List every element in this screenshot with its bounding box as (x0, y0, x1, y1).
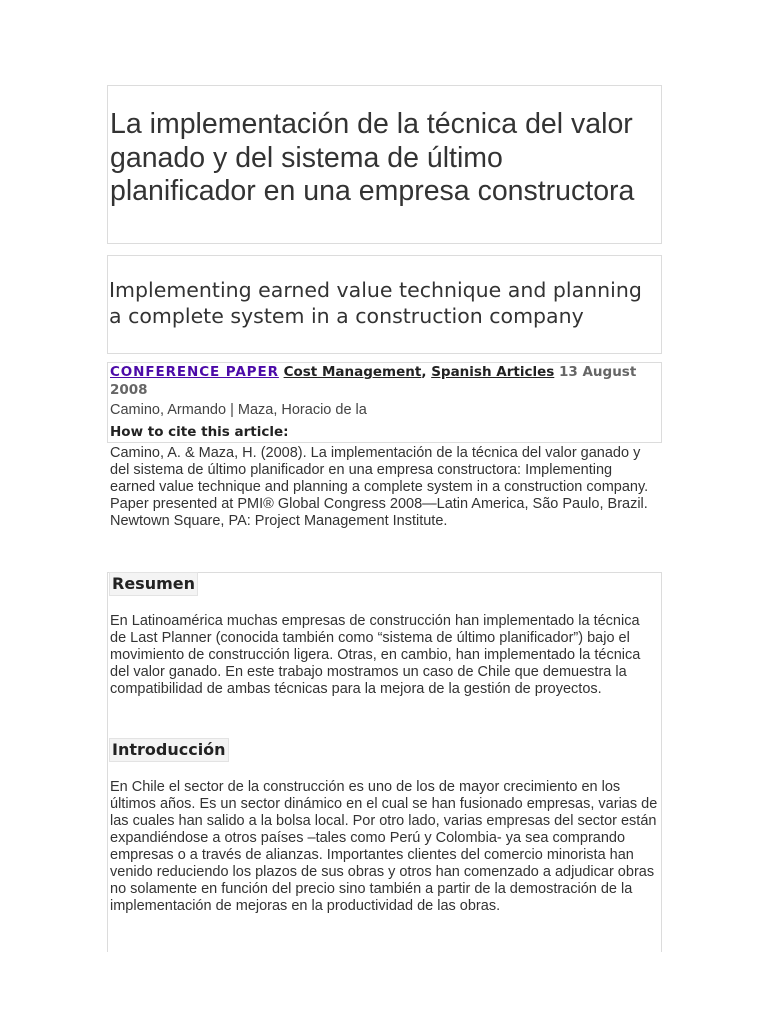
section-text-resumen: En Latinoamérica muchas empresas de construcción han implementado la técnica de Last Planner (conocida también como “sistema de último planificador”) bajo el movimiento de construcción ligera. Otras, en cambio, han implementado la técnica del valor ganado. En este trabajo mostramos un caso de Chile que demuestra la compatibilidad de ambas técnicas para la mejora de la gestión de proyectos. (110, 613, 641, 697)
section-heading-resumen: Resumen (109, 572, 198, 596)
article-title: La implementación de la técnica del valor ganado y del sistema de último planificador en una empresa constructora (110, 108, 635, 207)
category-link-spanish-articles[interactable]: Spanish Articles (431, 364, 555, 380)
section-text-introduccion: En Chile el sector de la construcción es uno de los de mayor crecimiento en los últimos años. Es un sector dinámico en el cual se han fusionado empresas, varias de las cuales han salido a la bolsa local. Por otro lado, varias empresas del sector están expandiéndose a otros países –tales como Perú y Colombia- ya sea comprando empresas o a través de alianzas. Importantes clientes del comercio minorista han venido reduciendo los plazos de sus obras y otros han comenzado a adjudicar obras no solamente en función del precio sino también a partir de la demostración de la implementación de mejoras en la productividad de las obras. (110, 779, 658, 914)
article-meta (110, 363, 658, 399)
section-heading-introduccion: Introducción (109, 738, 229, 762)
publish-date: 13 August 2008 (110, 364, 637, 398)
cite-heading: How to cite this article: (110, 424, 289, 440)
citation-text: Camino, A. & Maza, H. (2008). La implementación de la técnica del valor ganado y del sistema de último planificador en una empresa constructora: Implementing earned value technique and planning a complete system in a construction company. Paper presented at PMI® Global Congress 2008—Latin America, São Paulo, Brazil. Newtown Square, PA: Project Management Institute. (110, 445, 649, 529)
article-subtitle: Implementing earned value technique and planning a complete system in a construction company (109, 278, 642, 328)
category-link-cost-management[interactable]: Cost Management (283, 364, 422, 380)
authors: Camino, Armando | Maza, Horacio de la (110, 402, 367, 418)
paper-type-link[interactable]: CONFERENCE PAPER (110, 364, 279, 380)
category-separator: , (421, 364, 432, 380)
